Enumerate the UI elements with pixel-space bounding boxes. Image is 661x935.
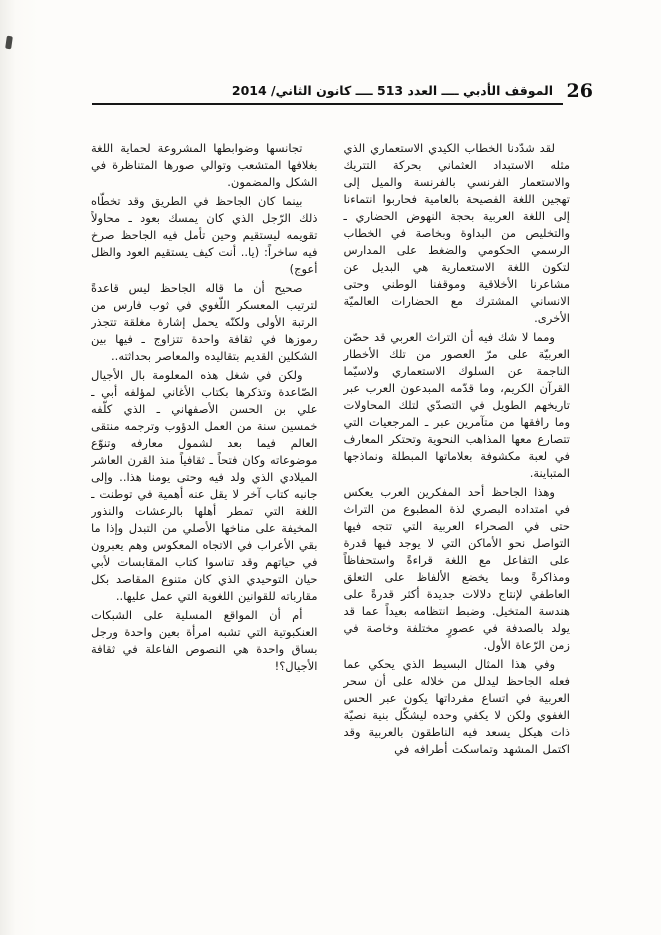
article-body <box>91 140 570 895</box>
page-number: 26 <box>566 80 593 102</box>
page-header <box>92 78 593 105</box>
paragraph: ومما لا شك فيه أن التراث العربي قد حصّن العربيّة على مرّ العصور من تلك الأخطار الناجمة عن السلوك الاستعماري ولاسيّما القرآن الكريم، وما قدّمه المبدعون العرب عبر تاريخهم الطويل في التصدّي لتلك المحاولات وما رافقها من متآمرين عبر ـ المرجعيات التي تتصارع معها المذاهب النحوية وتحتكر المعارف في لعبة مكشوفة بعلاماتها المبطلة ونماذجها المتباينة. <box>343 330 570 480</box>
paragraph: صحيح أن ما قاله الجاحظ ليس قاعدةً لترتيب المعسكر اللّغوي في ثوب فارس من الرتبة الأولى ولكنّه يحمل إشارة مغلقة تتجذر رموزها في ثقافة واحدة تتزاوج ـ فيها بين الشكلين القديم بتقاليده والمعاصر بحداثته.. <box>91 281 318 363</box>
paragraph: لقد شدّدنا الخطاب الكيدي الاستعماري الذي مثله الاستبداد العثماني بحركة التتريك والاستعمار الفرنسي بالفرنسة والميل إلى تهجين اللغة الفصيحة بالعامية فحاربوا انتماءنا إلى اللغة العربية بحجة النهوض الحضاري ـ والتخليص من البداوة وبخاصة في الخطاب الرسمي الحكومي والضغط على المدارس لتكون اللغة الاستعمارية هي البديل عن مشاعرنا الأخلاقية وموقفنا الوطني وحتى الانساني المشترك مع الحضارات العالميّة الأخرى. <box>343 141 570 325</box>
journal-header-text: الموقف الأدبي ــــ العدد 513 ــــ كانون الثاني/ 2014 <box>231 83 553 98</box>
text-column-right <box>344 140 571 895</box>
paragraph: وفي هذا المثال البسيط الذي يحكي عما فعله الجاحظ ليدلل من خلاله على أن سحر العربية في اتساع مفرداتها يكون عبر الحس الغفوي ولكن لا يكفي وحده ليشكّل بنية نصيّة ذات هيكل يسعد فيه الناطقون بالعربية وقد اكتمل المشهد وتماسكت أطرافه في <box>343 657 570 756</box>
paragraph: تجانسها وضوابطها المشروعة لحماية اللغة بغلافها المتشعب وتوالي صورها المتناظرة في الشكل والمضمون. <box>91 141 318 189</box>
paragraph: ولكن في شغل هذه المعلومة بال الأجيال الصّاعدة وتذكرها بكتاب الأغاني لمؤلفه أبي ـ علي بن الحسن الأصفهاني ـ الذي كلّفه خمسين سنة من العمل الدؤوب وترجمه منتقى العالم فيما بعد لشمول معارفه وتنوّع موضوعاته وكان فتحاً ـ ثقافياً منذ القرن العاشر الميلادي الذي ولد فيه وحتى يومنا هذا.. وإلى جانبه كتاب آخر لا يقل عنه أهمية في توطنت ـ اللغة التي تمطر أهلها بالرعشات والنذور المخيفة على مناخها الأصلي من التبدل وإذا ما بقي الأعراب في الاتجاه المعكوس وهم يعبرون في حياتهم وقد تناسوا كتاب المقابسات لأبي حيان التوحيدي الذي كان متنوع المقاصد بكل مقارباته للقوانين اللغوية التي عمل عليها.. <box>91 368 318 603</box>
scan-artifact <box>5 36 13 50</box>
paragraph: وهذا الجاحظ أحد المفكرين العرب يعكس في امتداده البصري لذة المطبوع من التراث حتى في الصحراء العربية التي تتجه فيها التواصل نحو الأماكن التي لا يوجد فيها قدرة على التفاعل مع اللغة قراءةً واستحفاظاً ومذاكرةً وبما يخضع الألفاظ على التعلق العاطفي لإنتاج دلالات جديدة أكثر قدرةً على هندسة المتخيل. وضبط انتظامه بعيداً عما قد يولد بالصدفة في عصورٍ مختلفة وخاصة في زمن الرّعاة الأول. <box>343 485 570 652</box>
paragraph: بينما كان الجاحظ في الطريق وقد تخطّاه ذلك الرّجل الذي كان يمسك بعود ـ محاولاً تقويمه ليستقيم وحين تأمل فيه الجاحظ صرخ فيه ساخراً: (يا.. أنت كيف يستقيم العود والظل أعوج) <box>91 194 318 276</box>
text-column-left <box>91 140 318 895</box>
paragraph: أم أن المواقع المسلية على الشبكات العنكبوتية التي تشبه امرأة بعين واحدة ورجل بساق واحدة هي النصوص الفاعلة في ثقافة الأجيال؟! <box>91 608 318 673</box>
